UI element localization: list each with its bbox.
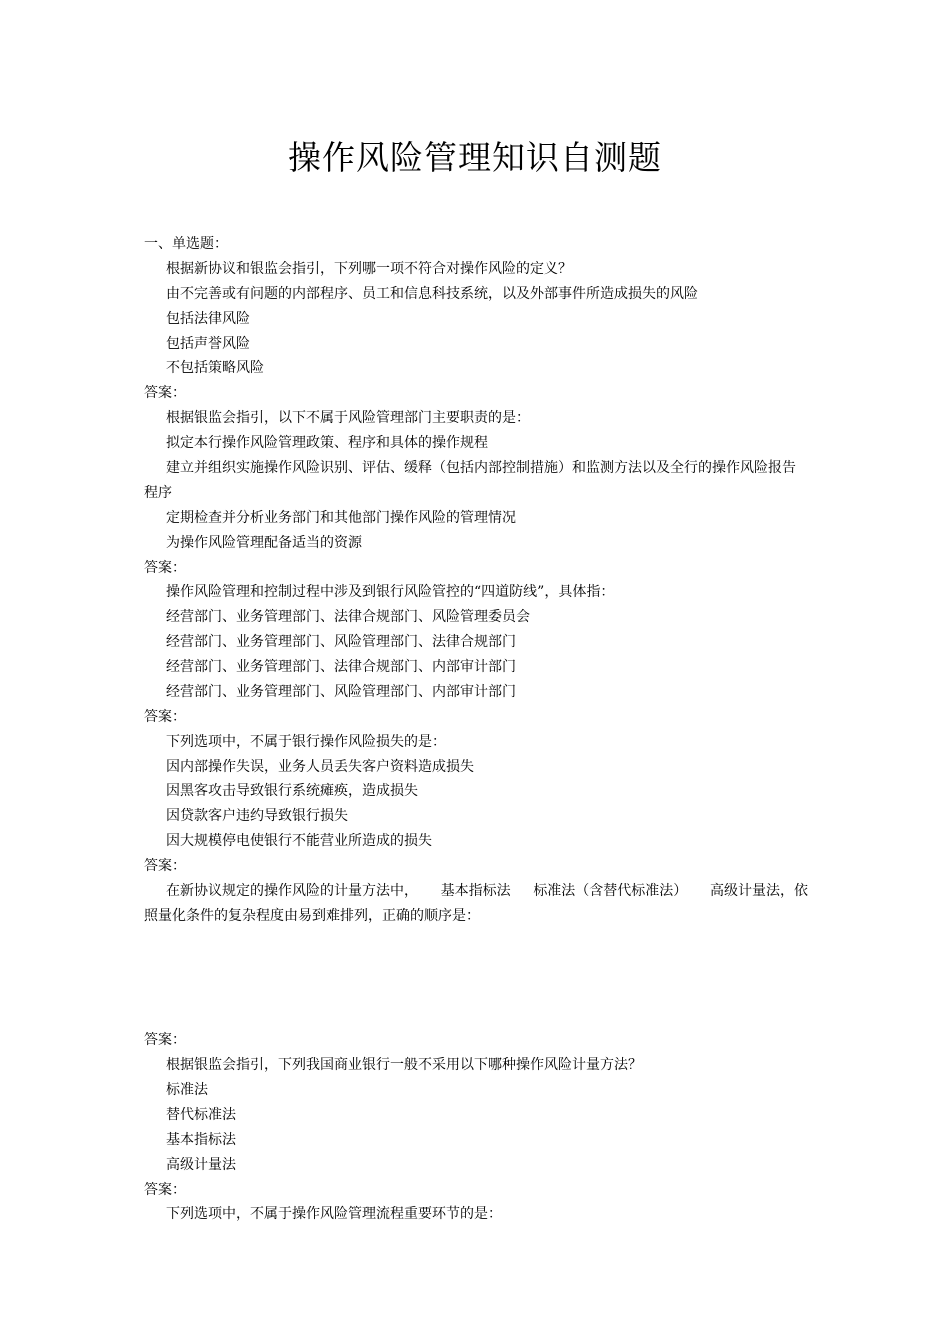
question-6-option: 替代标准法 bbox=[166, 1107, 236, 1123]
question-1-option: 包括声誉风险 bbox=[166, 336, 250, 352]
question-6-answer: 答案： bbox=[144, 1182, 186, 1198]
question-2-option: 定期检查并分析业务部门和其他部门操作风险的管理情况 bbox=[166, 510, 516, 526]
question-7-stem: 下列选项中，不属于操作风险管理流程重要环节的是： bbox=[166, 1206, 502, 1222]
question-2-option: 为操作风险管理配备适当的资源 bbox=[166, 535, 362, 551]
question-3-option: 经营部门、业务管理部门、法律合规部门、风险管理委员会 bbox=[166, 609, 530, 625]
question-1-option: 由不完善或有问题的内部程序、员工和信息科技系统，以及外部事件所造成损失的风险 bbox=[166, 286, 698, 302]
question-6-option: 标准法 bbox=[166, 1082, 208, 1098]
question-5-stem-part: 在新协议规定的操作风险的计量方法中， bbox=[166, 883, 418, 899]
question-4-stem: 下列选项中，不属于银行操作风险损失的是： bbox=[166, 734, 446, 750]
question-4-option: 因内部操作失误，业务人员丢失客户资料造成损失 bbox=[166, 759, 474, 775]
question-4-answer: 答案： bbox=[144, 858, 186, 874]
question-5-stem-continued: 照量化条件的复杂程度由易到难排列，正确的顺序是： bbox=[144, 908, 480, 924]
question-4-option: 因贷款客户违约导致银行损失 bbox=[166, 808, 348, 824]
question-4-option: 因黑客攻击导致银行系统瘫痪，造成损失 bbox=[166, 783, 418, 799]
question-3-answer: 答案： bbox=[144, 709, 186, 725]
question-2-stem: 根据银监会指引，以下不属于风险管理部门主要职责的是： bbox=[166, 410, 530, 426]
question-6-option: 高级计量法 bbox=[166, 1157, 236, 1173]
question-3-option: 经营部门、业务管理部门、风险管理部门、内部审计部门 bbox=[166, 684, 516, 700]
page-title: 操作风险管理知识自测题 bbox=[288, 138, 662, 177]
question-1-option: 包括法律风险 bbox=[166, 311, 250, 327]
question-1-stem: 根据新协议和银监会指引，下列哪一项不符合对操作风险的定义？ bbox=[166, 261, 572, 277]
question-5-stem-part: 基本指标法 bbox=[440, 883, 511, 899]
question-2-option-wrap: 程序 bbox=[144, 485, 172, 501]
question-5-stem-part: 标准法（含替代标准法） bbox=[533, 883, 688, 899]
question-6-stem: 根据银监会指引，下列我国商业银行一般不采用以下哪种操作风险计量方法？ bbox=[166, 1057, 642, 1073]
question-1-option: 不包括策略风险 bbox=[166, 360, 264, 376]
question-2-option: 拟定本行操作风险管理政策、程序和具体的操作规程 bbox=[166, 435, 488, 451]
question-3-stem: 操作风险管理和控制过程中涉及到银行风险管控的“四道防线”，具体指： bbox=[166, 584, 615, 600]
question-4-option: 因大规模停电使银行不能营业所造成的损失 bbox=[166, 833, 432, 849]
question-5-answer: 答案： bbox=[144, 1032, 186, 1048]
question-2-option: 建立并组织实施操作风险识别、评估、缓释（包括内部控制措施）和监测方法以及全行的操作风险报告 bbox=[166, 460, 796, 476]
question-6-option: 基本指标法 bbox=[166, 1132, 236, 1148]
section-heading: 一、单选题： bbox=[144, 236, 228, 252]
question-5-stem-part: 高级计量法，依 bbox=[709, 883, 808, 899]
question-1-answer: 答案： bbox=[144, 385, 186, 401]
question-5-stem bbox=[166, 881, 808, 901]
question-3-option: 经营部门、业务管理部门、法律合规部门、内部审计部门 bbox=[166, 659, 516, 675]
question-2-answer: 答案： bbox=[144, 560, 186, 576]
question-3-option: 经营部门、业务管理部门、风险管理部门、法律合规部门 bbox=[166, 634, 516, 650]
